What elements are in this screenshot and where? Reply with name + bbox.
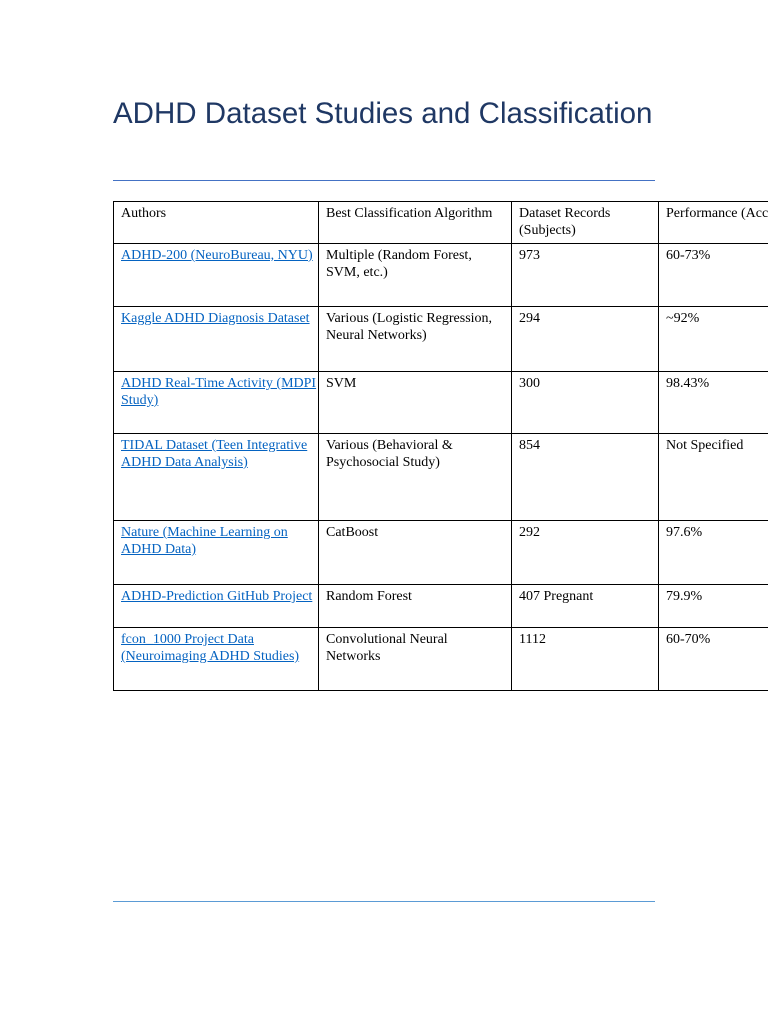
records-cell: 407 Pregnant	[512, 585, 659, 628]
records-cell: 854	[512, 434, 659, 521]
algorithm-cell: Various (Logistic Regression, Neural Networks)	[319, 307, 512, 372]
table-header-row	[114, 202, 768, 244]
records-cell: 973	[512, 244, 659, 307]
table-row	[114, 307, 768, 372]
records-cell: 292	[512, 521, 659, 585]
algorithm-cell: CatBoost	[319, 521, 512, 585]
performance-cell: 60-70%	[659, 628, 768, 691]
table-row	[114, 372, 768, 434]
title-divider	[113, 180, 655, 181]
footer-divider	[113, 901, 655, 902]
records-cell: 1112	[512, 628, 659, 691]
author-link[interactable]: ADHD-Prediction GitHub Project	[121, 589, 313, 604]
author-link[interactable]: TIDAL Dataset (Teen Integrative ADHD Data Analysis)	[121, 438, 308, 470]
performance-cell: 60-73%	[659, 244, 768, 307]
author-cell	[114, 244, 319, 307]
datasets-table	[113, 201, 768, 691]
author-cell	[114, 307, 319, 372]
table-row	[114, 585, 768, 628]
algorithm-cell: Multiple (Random Forest, SVM, etc.)	[319, 244, 512, 307]
column-header-authors: Authors	[114, 202, 319, 244]
column-header-performance: Performance (Acc	[659, 202, 768, 244]
table-row	[114, 521, 768, 585]
performance-cell: 98.43%	[659, 372, 768, 434]
author-cell	[114, 521, 319, 585]
author-cell	[114, 372, 319, 434]
author-link[interactable]: ADHD-200 (NeuroBureau, NYU)	[121, 248, 313, 263]
performance-cell: Not Specified	[659, 434, 768, 521]
column-header-algorithm: Best Classification Algorithm	[319, 202, 512, 244]
author-link[interactable]: Nature (Machine Learning on ADHD Data)	[121, 525, 288, 557]
table-row	[114, 434, 768, 521]
records-cell: 294	[512, 307, 659, 372]
algorithm-cell: Random Forest	[319, 585, 512, 628]
author-cell	[114, 434, 319, 521]
table-row	[114, 244, 768, 307]
column-header-records: Dataset Records (Subjects)	[512, 202, 659, 244]
page-title: ADHD Dataset Studies and Classification	[113, 97, 653, 130]
algorithm-cell: Convolutional Neural Networks	[319, 628, 512, 691]
author-link[interactable]: ADHD Real-Time Activity (MDPI Study)	[121, 376, 317, 408]
records-cell: 300	[512, 372, 659, 434]
author-cell	[114, 628, 319, 691]
author-link[interactable]: Kaggle ADHD Diagnosis Dataset	[121, 311, 310, 326]
algorithm-cell: Various (Behavioral & Psychosocial Study)	[319, 434, 512, 521]
performance-cell: ~92%	[659, 307, 768, 372]
performance-cell: 97.6%	[659, 521, 768, 585]
table-row	[114, 628, 768, 691]
author-cell	[114, 585, 319, 628]
author-link[interactable]: fcon_1000 Project Data (Neuroimaging ADHD Studies)	[121, 632, 300, 664]
performance-cell: 79.9%	[659, 585, 768, 628]
algorithm-cell: SVM	[319, 372, 512, 434]
